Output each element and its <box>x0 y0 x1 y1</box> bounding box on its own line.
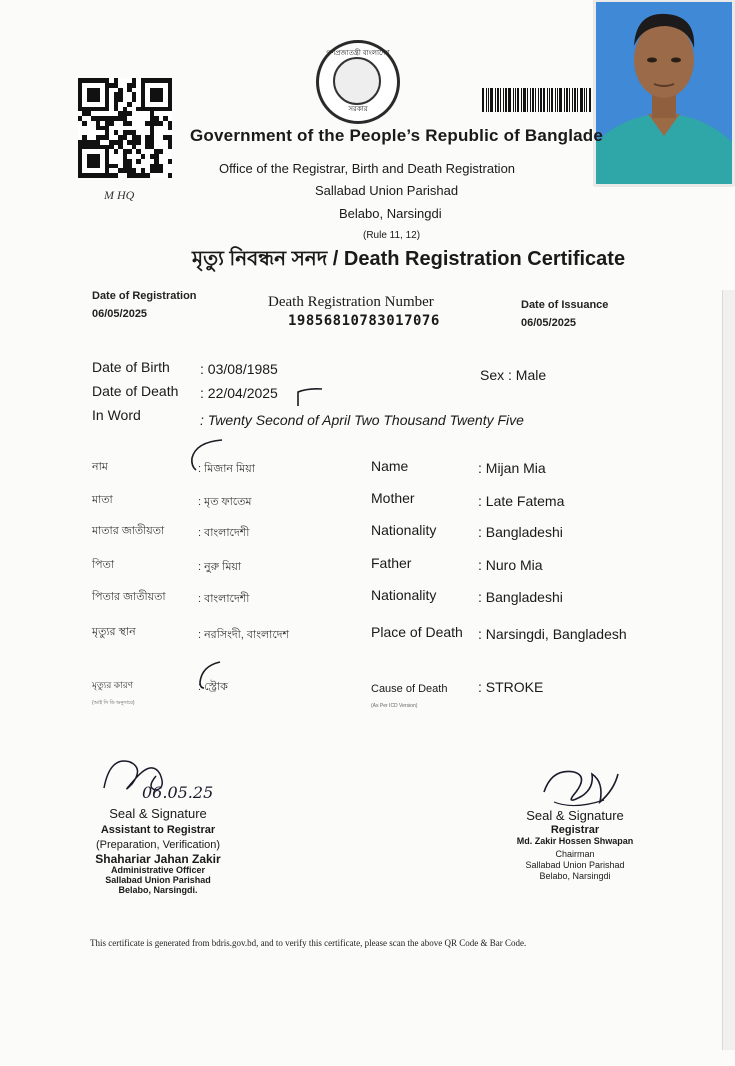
barcode-bar <box>488 88 489 112</box>
date-of-issuance-label: Date of Issuance <box>521 299 609 311</box>
government-emblem <box>316 40 400 124</box>
barcode-bar <box>586 88 587 112</box>
barcode-bar <box>517 88 519 112</box>
barcode-bar <box>495 88 496 112</box>
barcode-bar <box>540 88 543 112</box>
barcode-bar <box>580 88 583 112</box>
barcode <box>482 88 592 112</box>
in-word-label: In Word <box>92 407 141 423</box>
barcode-bar <box>500 88 501 112</box>
right-place: Belabo, Narsingdi <box>539 871 611 881</box>
barcode-bar <box>543 88 545 112</box>
signature-date: 06.05.25 <box>142 783 214 802</box>
right-office: Sallabad Union Parishad <box>525 860 625 870</box>
mother-label: Mother <box>371 490 415 506</box>
ink-tick-mark-2 <box>196 658 226 692</box>
location-heading: Belabo, Narsingdi <box>339 206 442 221</box>
union-heading: Sallabad Union Parishad <box>315 183 459 198</box>
name-label: Name <box>371 458 409 474</box>
father-label: Father <box>371 555 412 571</box>
mother-bn-value: : মৃত ফাতেম <box>198 496 252 508</box>
left-name: Shahariar Jahan Zakir <box>95 852 221 866</box>
left-seal-label: Seal & Signature <box>109 806 207 821</box>
father-bn-value: : নুরু মিয়া <box>198 561 242 573</box>
qr-module <box>168 173 172 178</box>
drn-label: Death Registration Number <box>268 294 434 310</box>
barcode-bar <box>490 88 493 112</box>
cause-value: : STROKE <box>478 679 544 695</box>
father-value: : Nuro Mia <box>478 557 543 573</box>
father-nationality-bn-value: : বাংলাদেশী <box>198 593 250 605</box>
cause-bn-sub: (আই সি ডি অনুসারে) <box>92 700 135 706</box>
barcode-bar <box>577 88 578 112</box>
left-office: Sallabad Union Parishad <box>105 875 211 885</box>
barcode-bar <box>559 88 562 112</box>
father-nationality-bn-label: পিতার জাতীয়তা <box>92 591 166 603</box>
mother-bn-label: মাতা <box>92 494 113 506</box>
barcode-bar <box>549 88 550 112</box>
qr-code <box>78 78 172 178</box>
father-nationality-value: : Bangladeshi <box>478 589 563 605</box>
cause-bn-label: মৃত্যুর কারণ <box>92 680 134 690</box>
barcode-bar <box>515 88 516 112</box>
emblem-map <box>333 57 381 105</box>
cause-label: Cause of Death <box>371 683 448 695</box>
barcode-bar <box>505 88 507 112</box>
date-of-issuance-value: 06/05/2025 <box>521 317 577 329</box>
mother-value: : Late Fatema <box>478 493 565 509</box>
right-name: Md. Zakir Hossen Shwapan <box>516 836 634 846</box>
barcode-bar <box>555 88 556 112</box>
background-paper-edge <box>722 290 735 1050</box>
barcode-bar <box>538 88 539 112</box>
date-of-registration-value: 06/05/2025 <box>92 308 148 320</box>
barcode-bar <box>574 88 576 112</box>
mother-nationality-value: : Bangladeshi <box>478 524 563 540</box>
mother-nationality-label: Nationality <box>371 522 437 538</box>
verification-footer: This certificate is generated from bdris.gov.bd, and to verify this certificate, please scan the above QR Code & Bar Code. <box>90 938 527 948</box>
barcode-bar <box>551 88 553 112</box>
barcode-bar <box>547 88 548 112</box>
barcode-bar <box>486 88 487 112</box>
barcode-bar <box>535 88 536 112</box>
barcode-bar <box>521 88 522 112</box>
right-seal-label: Seal & Signature <box>526 808 624 823</box>
left-title: Administrative Officer <box>110 865 206 875</box>
ink-underline-mark <box>296 386 326 408</box>
left-place: Belabo, Narsingdi. <box>118 885 198 895</box>
emblem-bottom-text: সরকার <box>348 106 368 113</box>
place-of-death-bn-label: মৃত্যুর স্থান <box>92 626 136 638</box>
dob-value: : 03/08/1985 <box>200 361 278 377</box>
barcode-bar <box>503 88 504 112</box>
dod-label: Date of Death <box>92 383 179 399</box>
father-bn-label: পিতা <box>92 559 115 571</box>
right-role: Registrar <box>550 824 600 836</box>
cause-sub: (As Per ICD Version) <box>371 703 418 709</box>
barcode-bar <box>557 88 558 112</box>
deceased-photo <box>594 0 734 186</box>
certificate-title: মৃত্যু নিবন্ধন সনদ / Death Registration Certificate <box>192 248 626 270</box>
left-duty: (Preparation, Verification) <box>95 839 221 851</box>
dod-value: : 22/04/2025 <box>200 385 278 401</box>
left-handwritten-signature <box>96 748 256 808</box>
cause-bn-value: : স্ট্রোক <box>198 681 228 693</box>
barcode-bar <box>589 88 591 112</box>
in-word-value: : Twenty Second of April Two Thousand Twenty Five <box>200 412 524 428</box>
barcode-bar <box>523 88 526 112</box>
name-bn-label: নাম <box>92 461 108 473</box>
barcode-bar <box>566 88 568 112</box>
name-bn-value: : মিজান মিয়া <box>198 463 255 475</box>
sex-value: Sex : Male <box>480 367 547 383</box>
serial-mark: M HQ <box>104 188 135 202</box>
portrait-image <box>596 2 732 184</box>
left-signature-block <box>68 806 248 895</box>
ink-tick-mark <box>186 436 226 476</box>
place-of-death-label: Place of Death <box>371 624 463 640</box>
barcode-bar <box>569 88 570 112</box>
name-value: : Mijan Mia <box>478 460 546 476</box>
drn-value: 19856810783017076 <box>288 313 440 329</box>
barcode-bar <box>508 88 511 112</box>
father-nationality-label: Nationality <box>371 587 437 603</box>
emblem-top-text: গণপ্রজাতন্ত্রী বাংলাদেশ <box>326 50 390 57</box>
mother-nationality-bn-label: মাতার জাতীয়তা <box>92 525 165 537</box>
barcode-bar <box>564 88 565 112</box>
right-title: Chairman <box>555 849 595 859</box>
barcode-bar <box>532 88 534 112</box>
place-of-death-value: : Narsingdi, Bangladesh <box>478 626 627 642</box>
barcode-bar <box>584 88 585 112</box>
place-of-death-bn-value: : নরসিংদী, বাংলাদেশ <box>198 629 290 641</box>
barcode-bar <box>572 88 573 112</box>
mother-nationality-bn-value: : বাংলাদেশী <box>198 527 250 539</box>
government-heading: Government of the People’s Republic of Banglade <box>190 126 604 145</box>
office-heading: Office of the Registrar, Birth and Death Registration <box>219 161 516 176</box>
left-role: Assistant to Registrar <box>100 824 216 836</box>
barcode-bar <box>497 88 499 112</box>
date-of-registration-label: Date of Registration <box>92 290 197 302</box>
rule-heading: (Rule 11, 12) <box>363 230 421 241</box>
barcode-bar <box>530 88 531 112</box>
barcode-bar <box>513 88 514 112</box>
right-signature-block <box>500 808 650 882</box>
dob-label: Date of Birth <box>92 359 170 375</box>
barcode-bar <box>527 88 528 112</box>
barcode-bar <box>482 88 484 112</box>
